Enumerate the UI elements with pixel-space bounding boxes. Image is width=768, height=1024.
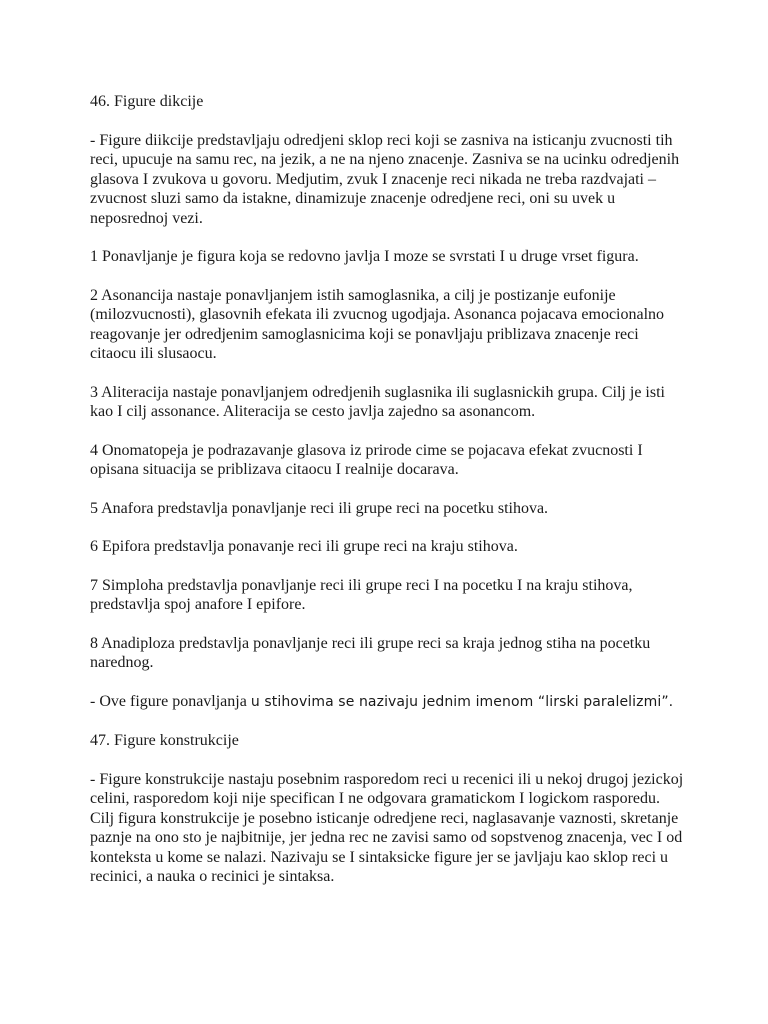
note-text-part1: - Ove figure ponavljanja <box>90 692 251 710</box>
paragraph-item-2: 2 Asonancija nastaje ponavljanjem istih samoglasnika, a cilj je postizanje eufonije (milozvucnosti), glasovnih efekata ili zvucnog ugodjaja. Asonanca pojacava emocionalno reagovanje jer odredjenim samoglasnicima koji se ponavljaju priblizava znacenje reci citaocu ili slusaocu. <box>90 286 665 362</box>
paragraph-item-8: 8 Anadiploza predstavlja ponavljanje reci ili grupe reci sa kraja jednog stiha na pocetku narednog. <box>90 634 651 671</box>
paragraph-item-7: 7 Simploha predstavlja ponavljanje reci ili grupe reci I na pocetku I na kraju stihova, predstavlja spoj anafore I epifore. <box>90 576 633 613</box>
paragraph-item-5: 5 Anafora predstavlja ponavljanje reci ili grupe reci na pocetku stihova. <box>90 499 549 517</box>
paragraph-intro-47: - Figure konstrukcije nastaju posebnim rasporedom reci u recenici ili u nekoj drugoj jezickoj celini, rasporedom koji nije specifican I ne odgovara gramatickom I logickom rasporedu. Cilj figura konstrukcije je posebno isticanje odredjene reci, naglasavanje vaznosti, skretanje paznje na ono sto je najbitnije, jer jedna rec ne zavisi samo od sopstvenog znacenja, vec I od konteksta u kome se nalazi. Nazivaju se I sintaksicke figure jer se javljaju kao sklop reci u recinici, a nauka o recinici je sintaksa. <box>90 770 684 885</box>
paragraph-item-4: 4 Onomatopeja je podrazavanje glasova iz prirode cime se pojacava efekat zvucnosti I opisana situacija se priblizava citaocu I realnije docarava. <box>90 441 643 478</box>
paragraph-note-paralelizmi <box>90 692 688 713</box>
paragraph-intro-46: - Figure diikcije predstavljaju odredjeni sklop reci koji se zasniva na isticanju zvucnosti tih reci, upucuje na samu rec, na jezik, a ne na njeno znacenje. Zasniva se na ucinku odredjenih glasova I zvukova u govoru. Medjutim, zvuk I znacenje reci nikada ne treba razdvajati – zvucnost sluzi samo da istakne, dinamizuje znacenje odredjene reci, oni su uvek u neposrednoj vezi. <box>90 131 680 227</box>
paragraph-item-3: 3 Aliteracija nastaje ponavljanjem odredjenih suglasnika ili suglasnickih grupa. Cilj je isti kao I cilj assonance. Aliteracija se cesto javlja zajedno sa asonancom. <box>90 383 665 420</box>
paragraph-item-1: 1 Ponavljanje je figura koja se redovno javlja I moze se svrstati I u druge vrset figura. <box>90 248 639 265</box>
section-heading-46: 46. Figure dikcije <box>90 93 204 110</box>
note-text-part2: u stihovima se nazivaju jednim imenom “lirski paralelizmi”. <box>250 693 674 710</box>
paragraph-item-6: 6 Epifora predstavlja ponavanje reci ili grupe reci na kraju stihova. <box>90 538 518 555</box>
section-heading-47: 47. Figure konstrukcije <box>90 732 239 749</box>
